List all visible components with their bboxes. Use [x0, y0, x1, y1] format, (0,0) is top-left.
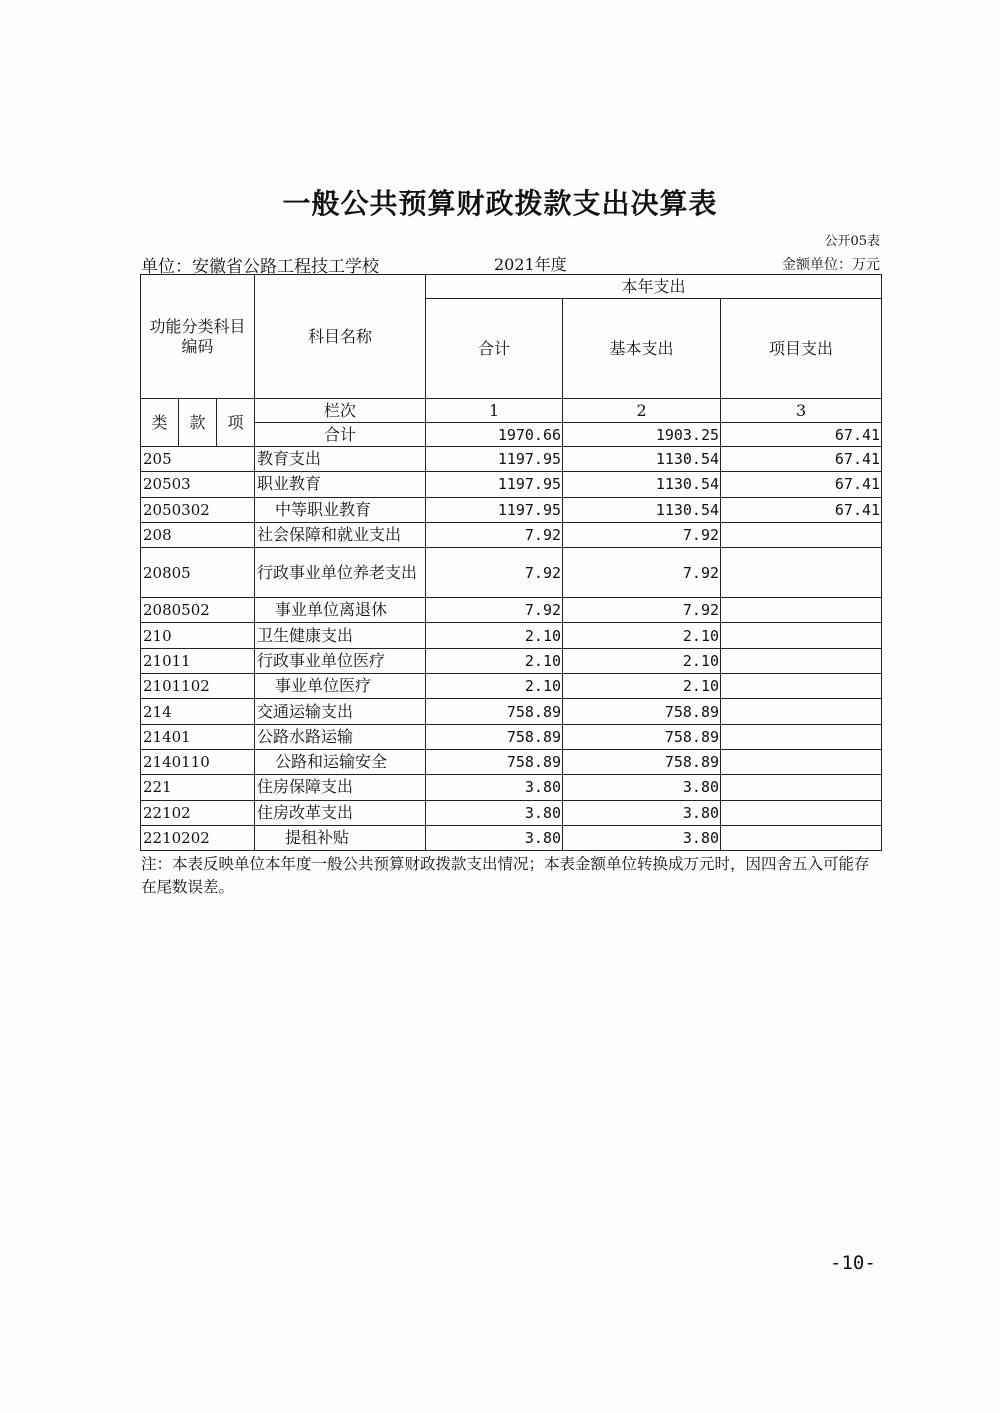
row-basic: 2.10: [563, 648, 721, 673]
row-basic: 7.92: [563, 548, 721, 598]
page-number: -10-: [830, 1252, 876, 1274]
total-project: 67.41: [721, 423, 882, 447]
header-col3: 3: [721, 399, 882, 423]
row-name: 中等职业教育: [255, 497, 426, 522]
amount-unit: 金额单位：万元: [782, 257, 880, 273]
row-basic: 3.80: [563, 825, 721, 850]
row-project: 67.41: [721, 497, 882, 522]
table-row: [141, 497, 882, 522]
row-code: 2101102: [141, 674, 255, 699]
row-total: 758.89: [426, 699, 563, 724]
row-name: 住房改革支出: [255, 800, 426, 825]
table-row: [141, 825, 882, 850]
row-name: 行政事业单位养老支出: [255, 548, 426, 598]
footnote: 注：本表反映单位本年度一般公共预算财政拨款支出情况；本表金额单位转换成万元时，因四舍五入可能存在尾数误差。: [141, 855, 870, 896]
table-code: 公开05表: [824, 234, 880, 249]
table-row: [141, 648, 882, 673]
header-xiang: 项: [217, 399, 255, 447]
row-basic: 758.89: [563, 749, 721, 774]
row-project: [721, 674, 882, 699]
row-code: 210: [141, 623, 255, 648]
row-name: 交通运输支出: [255, 699, 426, 724]
row-name: 教育支出: [255, 447, 426, 472]
header-col1: 1: [426, 399, 563, 423]
unit-label: 单位：安徽省公路工程技工学校: [141, 257, 379, 277]
expenditure-table: [140, 274, 882, 851]
year-label: 2021年度: [494, 255, 567, 274]
row-project: [721, 522, 882, 547]
row-total: 7.92: [426, 598, 563, 623]
header-lei: 类: [141, 399, 179, 447]
row-project: 67.41: [721, 447, 882, 472]
table-row: [141, 623, 882, 648]
table-row: [141, 800, 882, 825]
row-name: 行政事业单位医疗: [255, 648, 426, 673]
row-total: 3.80: [426, 800, 563, 825]
row-name: 事业单位离退休: [255, 598, 426, 623]
table-row: [141, 724, 882, 749]
row-basic: 2.10: [563, 623, 721, 648]
row-basic: 7.92: [563, 522, 721, 547]
row-project: [721, 749, 882, 774]
total-basic: 1903.25: [563, 423, 721, 447]
row-code: 20503: [141, 472, 255, 497]
row-total: 3.80: [426, 825, 563, 850]
table-meta: [141, 252, 880, 277]
row-total: 3.80: [426, 775, 563, 800]
row-code: 21011: [141, 648, 255, 673]
row-code: 221: [141, 775, 255, 800]
row-code: 2210202: [141, 825, 255, 850]
header-col2: 2: [563, 399, 721, 423]
row-basic: 3.80: [563, 800, 721, 825]
row-project: 67.41: [721, 472, 882, 497]
row-basic: 1130.54: [563, 497, 721, 522]
row-total: 2.10: [426, 623, 563, 648]
row-code: 208: [141, 522, 255, 547]
header-func-code: 功能分类科目编码: [141, 275, 255, 399]
row-total: 1197.95: [426, 497, 563, 522]
page-title: 一般公共预算财政拨款支出决算表: [282, 187, 718, 220]
table-row: [141, 447, 882, 472]
row-code: 2050302: [141, 497, 255, 522]
row-name: 公路水路运输: [255, 724, 426, 749]
row-basic: 758.89: [563, 724, 721, 749]
row-total: 758.89: [426, 749, 563, 774]
row-basic: 3.80: [563, 775, 721, 800]
row-total: 2.10: [426, 674, 563, 699]
row-code: 20805: [141, 548, 255, 598]
row-code: 21401: [141, 724, 255, 749]
row-project: [721, 699, 882, 724]
row-total: 758.89: [426, 724, 563, 749]
row-project: [721, 775, 882, 800]
row-code: 2080502: [141, 598, 255, 623]
row-project: [721, 825, 882, 850]
row-project: [721, 800, 882, 825]
table-row: [141, 699, 882, 724]
total-label: 合计: [255, 423, 426, 447]
header-kuan: 款: [179, 399, 217, 447]
row-code: 205: [141, 447, 255, 472]
row-total: 1197.95: [426, 472, 563, 497]
row-project: [721, 648, 882, 673]
row-basic: 1130.54: [563, 447, 721, 472]
row-basic: 2.10: [563, 674, 721, 699]
row-basic: 7.92: [563, 598, 721, 623]
row-code: 22102: [141, 800, 255, 825]
row-project: [721, 548, 882, 598]
row-total: 2.10: [426, 648, 563, 673]
table-row: [141, 598, 882, 623]
header-name: 科目名称: [255, 275, 426, 399]
row-project: [721, 724, 882, 749]
header-group: 本年支出: [426, 275, 882, 299]
row-total: 1197.95: [426, 447, 563, 472]
table-row: [141, 674, 882, 699]
table-row: [141, 548, 882, 598]
row-name: 提租补贴: [255, 825, 426, 850]
header-project: 项目支出: [721, 299, 882, 399]
row-project: [721, 623, 882, 648]
row-code: 2140110: [141, 749, 255, 774]
header-total: 合计: [426, 299, 563, 399]
table-row: [141, 749, 882, 774]
row-code: 214: [141, 699, 255, 724]
total-total: 1970.66: [426, 423, 563, 447]
row-basic: 1130.54: [563, 472, 721, 497]
row-basic: 758.89: [563, 699, 721, 724]
row-total: 7.92: [426, 548, 563, 598]
row-name: 卫生健康支出: [255, 623, 426, 648]
row-name: 职业教育: [255, 472, 426, 497]
row-project: [721, 598, 882, 623]
header-lanci: 栏次: [255, 399, 426, 423]
header-basic: 基本支出: [563, 299, 721, 399]
table-row: [141, 522, 882, 547]
row-total: 7.92: [426, 522, 563, 547]
row-name: 住房保障支出: [255, 775, 426, 800]
row-name: 公路和运输安全: [255, 749, 426, 774]
row-name: 社会保障和就业支出: [255, 522, 426, 547]
table-row: [141, 775, 882, 800]
table-row: [141, 472, 882, 497]
row-name: 事业单位医疗: [255, 674, 426, 699]
